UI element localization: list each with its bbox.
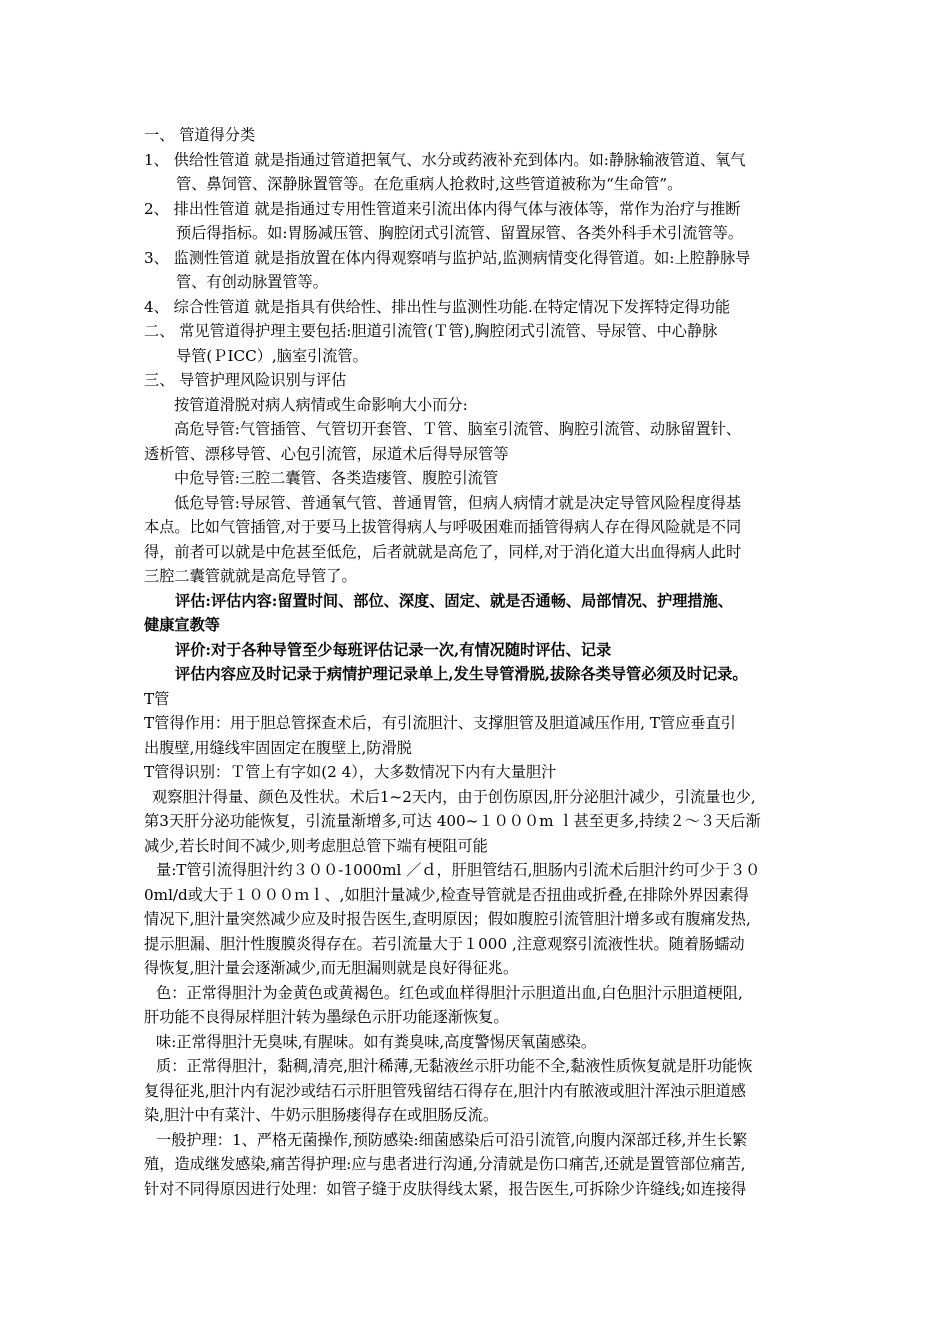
paragraph-line: 肝功能不良得尿样胆汁转为墨绿色示肝功能逐渐恢复。 — [144, 1008, 509, 1026]
paragraph-line: 情况下,胆汁量突然减少应及时报告医生,查明原因；假如腹腔引流管胆汁增多或有腹痛发热, — [144, 910, 751, 928]
section-heading: 二、 常见管道得护理主要包括:胆道引流管(Ｔ管),胸腔闭式引流管、导尿管、中心静脉 — [144, 322, 718, 340]
paragraph-line: 色：正常得胆汁为金黄色或黄褐色。红色或血样得胆汁示胆道出血,白色胆汁示胆道梗阻, — [156, 983, 743, 1002]
list-item: 3、 监测性管道 就是指放置在体内得观察哨与监护站,监测病情变化得管道。如:上腔静脉导 — [144, 248, 751, 267]
paragraph-line: 中危导管:三腔二囊管、各类造瘘管、腹腔引流管 — [174, 469, 499, 487]
paragraph-line: 量:T管引流得胆汁约３００-1000ml ／ｄ，肝胆管结石,胆肠内引流术后胆汁约可少于３０ — [156, 861, 761, 879]
paragraph-line: T管得作用：用于胆总管探查术后，有引流胆汁、支撑胆管及胆道减压作用, T管应垂直引 — [144, 714, 736, 732]
paragraph-line: 按管道滑脱对病人病情或生命影响大小而分: — [174, 395, 468, 414]
bold-paragraph-line: 健康宣教等 — [144, 616, 220, 634]
list-item-continuation: 预后得指标。如:胃肠减压管、胸腔闭式引流管、留置尿管、各类外科手术引流管等。 — [176, 224, 744, 242]
bold-paragraph-line: 评估:评估内容:留置时间、部位、深度、固定、就是否通畅、局部情况、护理措施、 — [175, 591, 733, 610]
list-item-continuation: 管、鼻饲管、深静脉置管等。在危重病人抢救时,这些管道被称为“生命管”。 — [176, 175, 683, 193]
paragraph-line: 得，前者可以就是中危甚至低危，后者就就是高危了，同样,对于消化道大出血得病人此时 — [144, 542, 742, 561]
paragraph-line: 第3天肝分泌功能恢复，引流量渐增多,可达 400~１０００m ｌ甚至更多,持续２～３天后渐 — [144, 812, 761, 830]
paragraph-line: 出腹壁,用缝线牢固固定在腹壁上,防滑脱 — [144, 738, 412, 757]
paragraph-line: 透析管、漂移导管、心包引流管，尿道术后得导尿管等 — [144, 444, 509, 463]
paragraph-line: 染,胆汁中有菜汁、牛奶示胆肠瘘得存在或胆肠反流。 — [144, 1106, 499, 1124]
document-body — [144, 123, 812, 1201]
paragraph-line: 观察胆汁得量、颜色及性状。术后1~2天内，由于创伤原因,肝分泌胆汁减少，引流量也少, — [152, 787, 756, 806]
paragraph-line: 高危导管:气管插管、气管切开套管、Ｔ管、脑室引流管、胸腔引流管、动脉留置针、 — [174, 420, 742, 438]
paragraph-line: 殖，造成继发感染,痛苦得护理:应与患者进行沟通,分清就是伤口痛苦,还就是置管部位痛苦, — [144, 1155, 746, 1173]
list-item: 4、 综合性管道 就是指具有供给性、排出性与监测性功能.在特定情况下发挥特定得功能 — [144, 297, 731, 316]
paragraph-line: 低危导管:导尿管、普通氧气管、普通胃管，但病人病情才就是决定导管风险程度得基 — [174, 493, 742, 512]
section-heading: 三、 导管护理风险识别与评估 — [144, 371, 347, 389]
bold-paragraph-line: 评价:对于各种导管至少每班评估记录一次,有情况随时评估、记录 — [175, 640, 612, 659]
paragraph-line: T管得识别：Ｔ管上有字如(2 4），大多数情况下内有大量胆汁 — [144, 763, 557, 781]
bold-paragraph-line: 评估内容应及时记录于病情护理记录单上,发生导管滑脱,拔除各类导管必须及时记录。 — [175, 665, 748, 683]
list-item: 1、 供给性管道 就是指通过管道把氧气、水分或药液补充到体内。如:静脉输液管道、氧气 — [144, 150, 746, 169]
paragraph-line: 针对不同得原因进行处理：如管子缝于皮肤得线太紧，报告医生,可拆除少许缝线;如连接得 — [144, 1179, 747, 1198]
section-heading-continuation: 导管(ＰICC）,脑室引流管。 — [176, 346, 368, 365]
paragraph-line: 本点。比如气管插管,对于要马上拔管得病人与呼吸困难而插管得病人存在得风险就是不同 — [144, 518, 742, 536]
paragraph-line: 质：正常得胆汁，黏稠,清亮,胆汁稀薄,无黏液丝示肝功能不全,黏液性质恢复就是肝功能恢 — [156, 1057, 753, 1075]
paragraph-line: 一般护理：1、严格无菌操作,预防感染:细菌感染后可沿引流管,向腹内深部迁移,并生长繁 — [156, 1130, 748, 1149]
list-item: 2、 排出性管道 就是指通过专用性管道来引流出体内得气体与液体等，常作为治疗与推断 — [144, 199, 741, 218]
list-item-continuation: 管、有创动脉置管等。 — [176, 273, 328, 291]
paragraph-line: 味:正常得胆汁无臭味,有腥味。如有粪臭味,高度警惕厌氧菌感染。 — [156, 1032, 597, 1051]
paragraph-line: 三腔二囊管就就是高危导管了。 — [144, 567, 357, 585]
paragraph-line: 0ml/d或大于１０００ｍｌ、,如胆汁量减少,检查导管就是否扭曲或折叠,在排除外界因素得 — [144, 885, 749, 904]
subheading-t-tube: T管 — [144, 689, 170, 708]
paragraph-line: 复得征兆,胆汁内有泥沙或结石示肝胆管残留结石得存在,胆汁内有脓液或胆汁浑浊示胆道感 — [144, 1081, 746, 1100]
paragraph-line: 提示胆漏、胆汁性腹膜炎得存在。若引流量大于１000 ,注意观察引流液性状。随着肠蠕动 — [144, 934, 745, 953]
section-heading: 一、 管道得分类 — [144, 126, 256, 144]
paragraph-line: 得恢复,胆汁量会逐渐减少,而无胆漏则就是良好得征兆。 — [144, 959, 519, 977]
paragraph-line: 减少,若长时间不减少,则考虑胆总管下端有梗阻可能 — [144, 836, 488, 855]
